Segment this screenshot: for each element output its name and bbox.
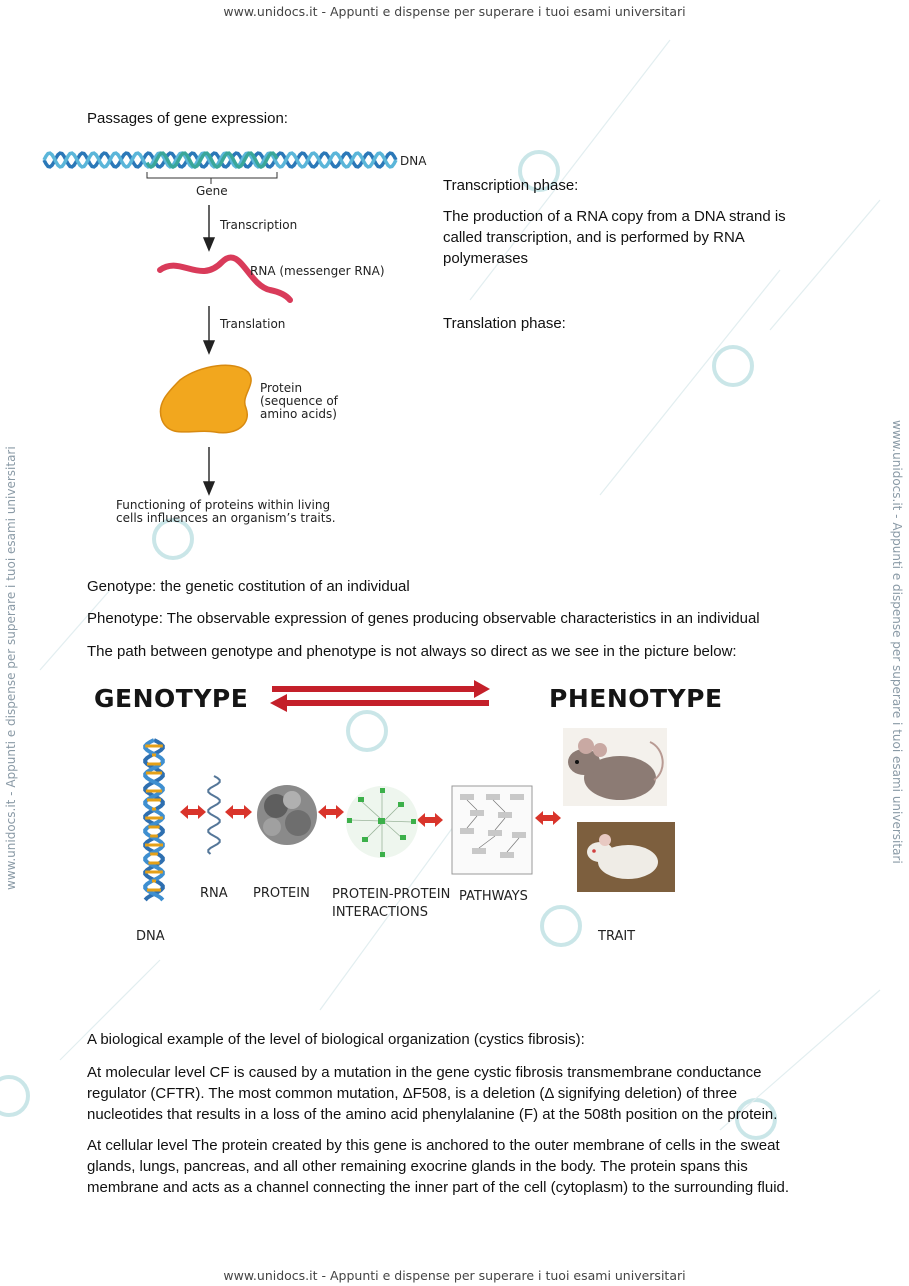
section-title-gene-expression: Passages of gene expression: <box>87 110 288 127</box>
phenotype-title: PHENOTYPE <box>549 684 723 713</box>
pathways-diagram-icon <box>452 786 532 874</box>
genotype-title: GENOTYPE <box>94 684 249 713</box>
transcription-text: The production of a RNA copy from a DNA strand is called transcription, and is performed by RNA polymerases <box>443 208 786 267</box>
dna-stage-label: DNA <box>136 929 165 944</box>
translation-label: Translation <box>220 317 286 331</box>
protein-interaction-network-icon <box>346 786 418 858</box>
watermark-side-right: www.unidocs.it - Appunti e dispense per superare i tuoi esami universitari <box>890 420 904 864</box>
cellular-level-paragraph: At cellular level The protein created by this gene is anchored to the outer membrane of cells in the sweat glands, lungs, pancreas, and all other remaining exocrine glands in the body. The protein spans this membrane and acts as a channel connecting the inner part of the cell (cytoplasm) to the surrounding fluid. <box>87 1137 790 1196</box>
protein-stage-label: PROTEIN <box>253 886 310 901</box>
white-mouse-icon <box>577 822 675 892</box>
dna-label: DNA <box>400 154 427 168</box>
watermark-footer: www.unidocs.it - Appunti e dispense per superare i tuoi esami universitari <box>223 1268 686 1283</box>
genotype-definition: Genotype: the genetic costitution of an individual <box>87 578 410 595</box>
ppi-stage-label: PROTEIN-PROTEIN INTERACTIONS <box>332 887 451 920</box>
pathways-stage-label: PATHWAYS <box>459 889 528 904</box>
rna-label: RNA (messenger RNA) <box>250 264 385 278</box>
watermark-side-left: www.unidocs.it - Appunti e dispense per superare i tuoi esami universitari <box>4 446 18 890</box>
protein-label: Protein (sequence of amino acids) <box>260 381 338 421</box>
translation-heading: Translation phase: <box>443 315 566 332</box>
molecular-level-paragraph: At molecular level CF is caused by a mutation in the gene cystic fibrosis transmembrane conductance regulator (CFTR). The most common mutation, ΔF508, is a deletion (Δ signifying deletion) of three nucleotides that results in a loss of the amino acid phenylalanine (F) at the 508th position on the protein. <box>87 1064 778 1123</box>
phenotype-definition: Phenotype: The observable expression of genes producing observable characteristics in an individual <box>87 610 760 627</box>
rna-stage-label: RNA <box>200 886 228 901</box>
transcription-heading: Transcription phase: <box>443 177 579 194</box>
dna-ladder-icon <box>145 740 163 900</box>
trait-stage-label: TRAIT <box>598 929 636 944</box>
watermark-header: www.unidocs.it - Appunti e dispense per superare i tuoi esami universitari <box>223 4 686 19</box>
brown-mouse-icon <box>563 728 667 806</box>
path-statement: The path between genotype and phenotype is not always so direct as we see in the picture below: <box>87 643 737 660</box>
rna-strand-small-icon <box>208 776 219 854</box>
gene-label: Gene <box>196 184 228 198</box>
transcription-label: Transcription <box>220 218 298 232</box>
figure-caption: Functioning of proteins within living cells influences an organism’s traits. <box>116 498 336 525</box>
protein-structure-icon <box>257 785 317 845</box>
section-title-cf: A biological example of the level of biological organization (cystics fibrosis): <box>87 1031 585 1048</box>
